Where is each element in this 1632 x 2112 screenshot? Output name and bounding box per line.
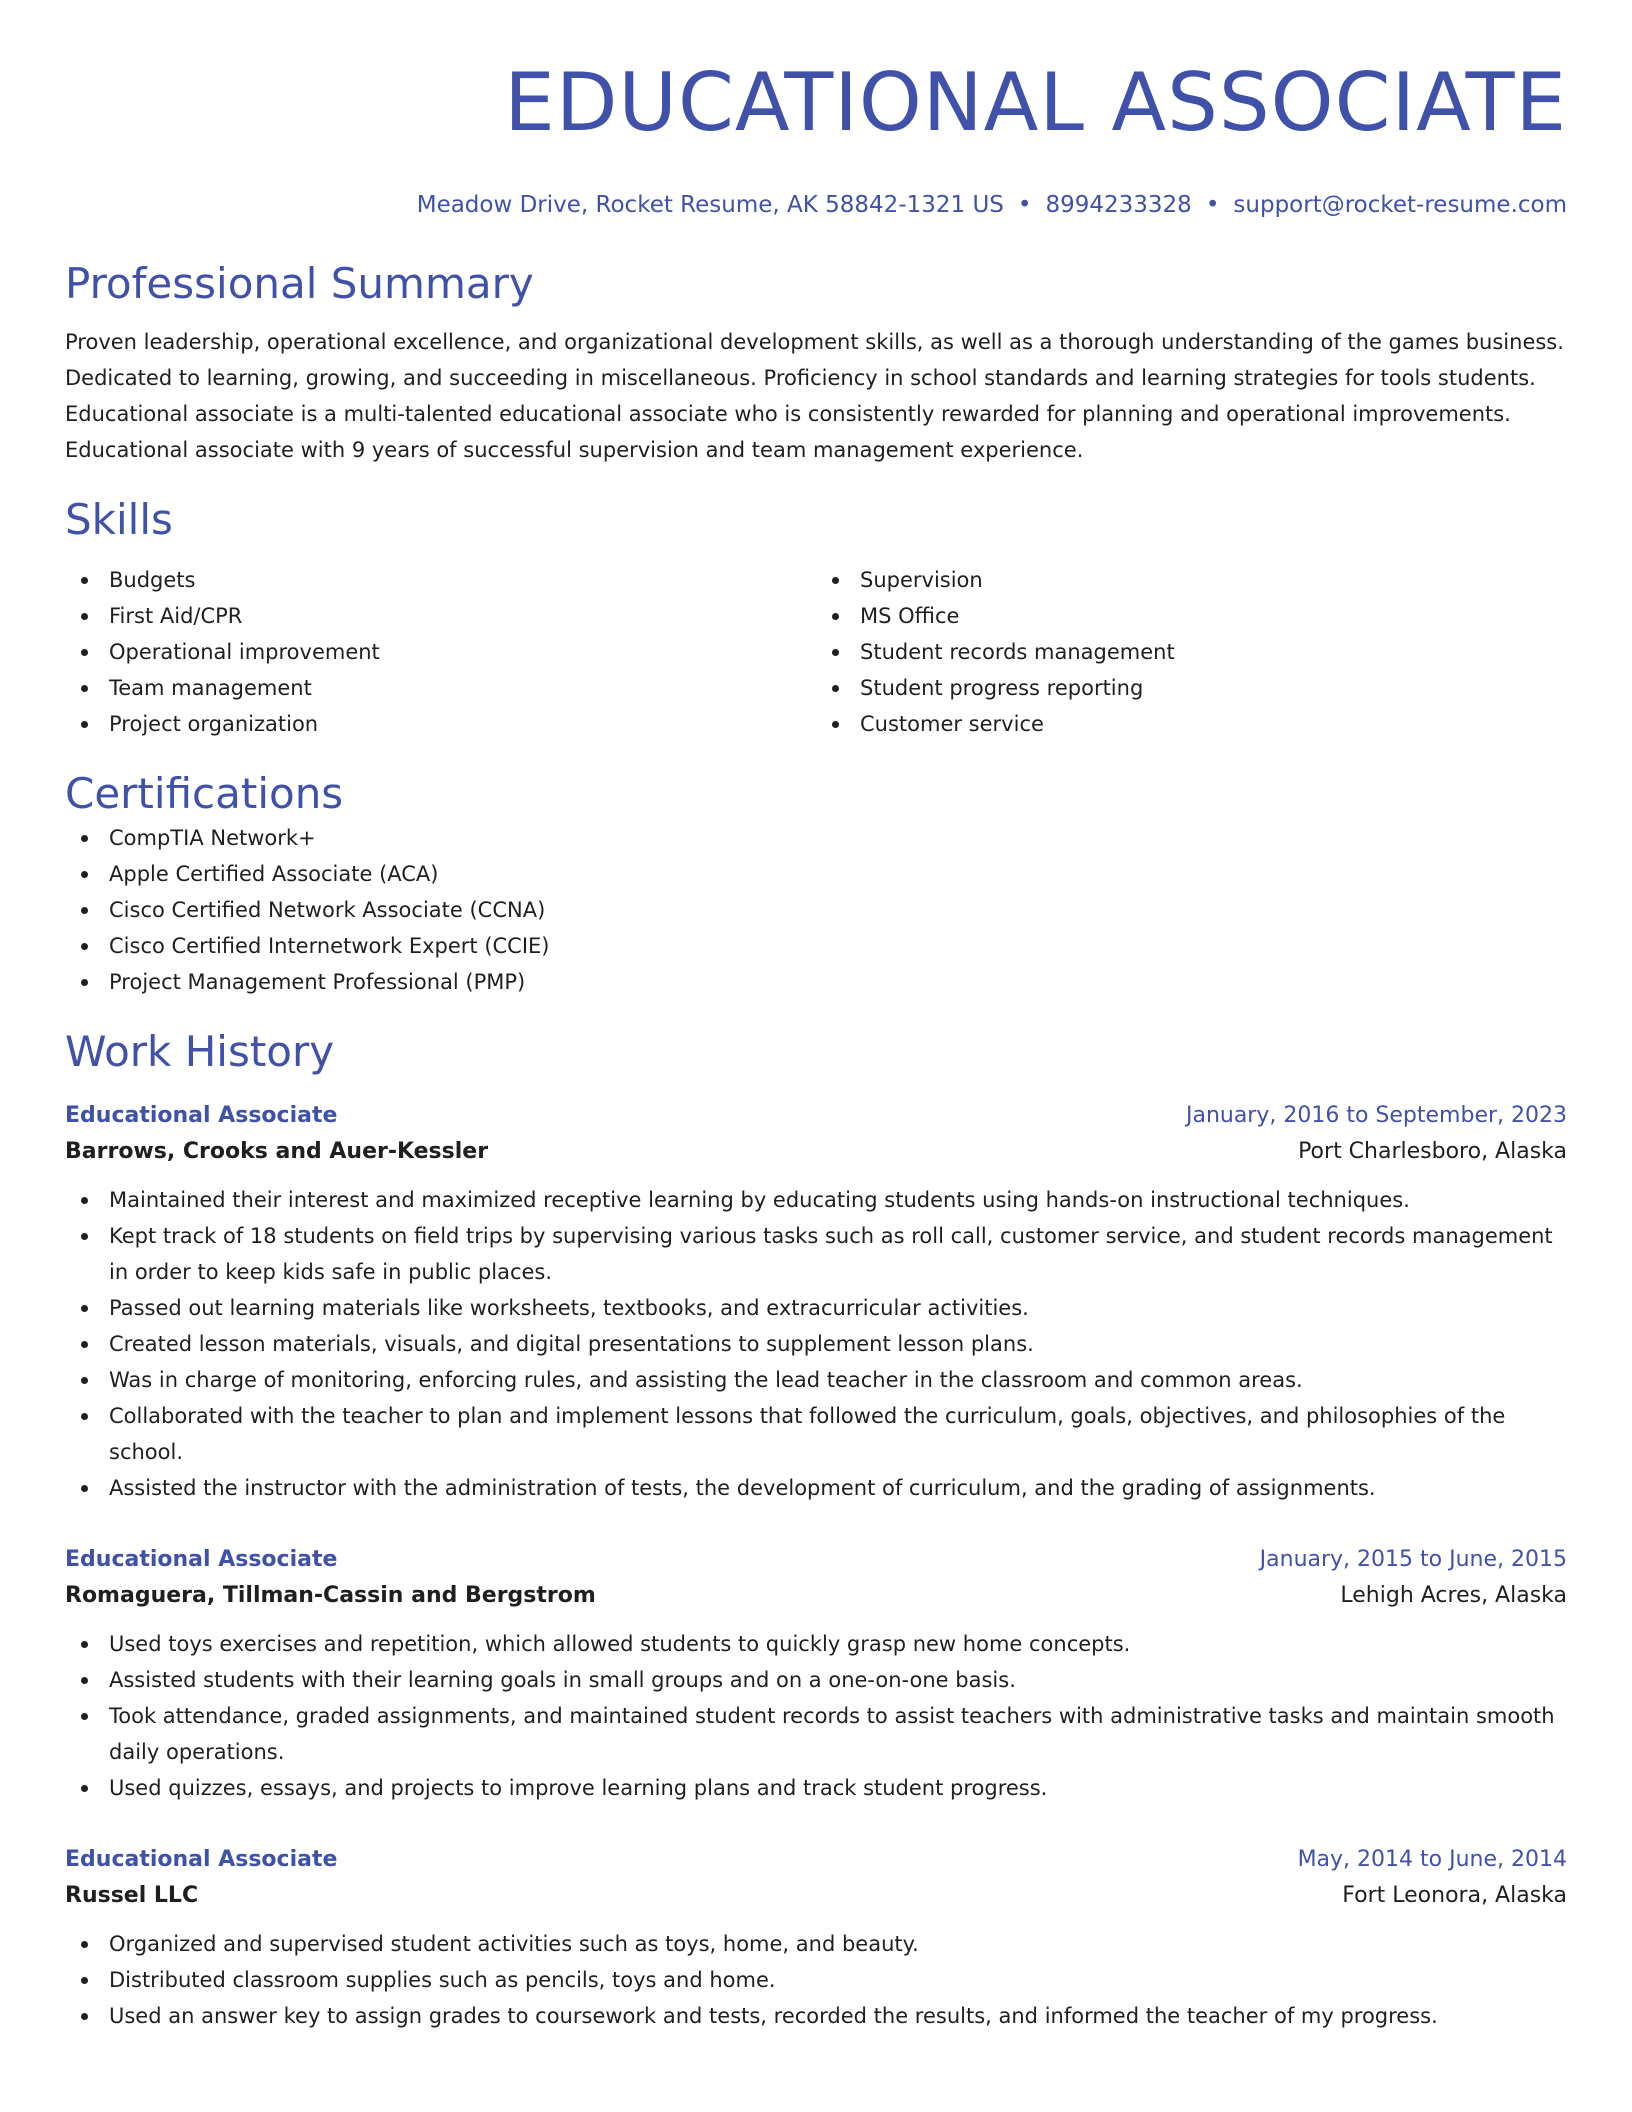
contact-separator: • xyxy=(1205,192,1220,218)
summary-text: Proven leadership, operational excellence, and organizational development skills, as well as a thorough understanding of the games business. Dedicated to learning, growing, and succeeding in miscellaneous. Proficiency in school standards and learning strategies for tools students. Educational associate is a multi-talented educational associate who is consistently rewarded for planning and operational improvements. Educational associate with 9 years of successful supervision and team management experience. xyxy=(65,330,1564,462)
skill-item: Customer service xyxy=(816,706,1567,742)
job-entry xyxy=(65,1844,1567,2034)
job-duty: Assisted students with their learning goals in small groups and on a one-on-one basis. xyxy=(65,1662,1567,1698)
job-company-row xyxy=(65,1132,1567,1172)
job-header-row xyxy=(65,1544,1567,1576)
job-duty: Collaborated with the teacher to plan and implement lessons that followed the curriculum, goals, objectives, and philosophies of the school. xyxy=(65,1398,1567,1470)
contact-line xyxy=(65,190,1567,220)
job-duty: Used toys exercises and repetition, which allowed students to quickly grasp new home concepts. xyxy=(65,1626,1567,1662)
job-location: Lehigh Acres, Alaska xyxy=(1340,1583,1567,1608)
job-title: Educational Associate xyxy=(65,1103,338,1128)
certifications-list xyxy=(65,820,1567,1000)
job-duty: Kept track of 18 students on field trips by supervising various tasks such as roll call, customer service, and student records management in order to keep kids safe in public places. xyxy=(65,1218,1567,1290)
job-duty: Assisted the instructor with the administration of tests, the development of curriculum, and the grading of assignments. xyxy=(65,1470,1567,1506)
job-company: Romaguera, Tillman-Cassin and Bergstrom xyxy=(65,1583,596,1608)
contact-address: Meadow Drive, Rocket Resume, AK 58842-1321 US xyxy=(416,192,1004,218)
job-duty: Maintained their interest and maximized receptive learning by educating students using hands-on instructional techniques. xyxy=(65,1182,1567,1218)
job-company-row xyxy=(65,1876,1567,1916)
skills-list-left xyxy=(65,562,816,742)
job-duty: Passed out learning materials like worksheets, textbooks, and extracurricular activities. xyxy=(65,1290,1567,1326)
job-duty: Organized and supervised student activities such as toys, home, and beauty. xyxy=(65,1926,1567,1962)
skill-item: Operational improvement xyxy=(65,634,816,670)
job-duties-list xyxy=(65,1926,1567,2034)
job-duty: Was in charge of monitoring, enforcing rules, and assisting the lead teacher in the classroom and common areas. xyxy=(65,1362,1567,1398)
job-duties-list xyxy=(65,1626,1567,1806)
job-entry xyxy=(65,1100,1567,1506)
work-history-heading: Work History xyxy=(65,1027,335,1076)
job-title: Educational Associate xyxy=(65,1547,338,1572)
contact-separator: • xyxy=(1017,192,1032,218)
job-title: Educational Associate xyxy=(65,1847,338,1872)
job-company-row xyxy=(65,1576,1567,1616)
job-entry xyxy=(65,1544,1567,1806)
job-duty: Used quizzes, essays, and projects to improve learning plans and track student progress. xyxy=(65,1770,1567,1806)
job-duty: Created lesson materials, visuals, and digital presentations to supplement lesson plans. xyxy=(65,1326,1567,1362)
certifications-heading: Certifications xyxy=(65,769,344,818)
certification-item: CompTIA Network+ xyxy=(65,820,1567,856)
job-duty: Distributed classroom supplies such as pencils, toys and home. xyxy=(65,1962,1567,1998)
contact-email: support@rocket-resume.com xyxy=(1233,192,1567,218)
job-location: Fort Leonora, Alaska xyxy=(1342,1883,1567,1908)
skill-item: Supervision xyxy=(816,562,1567,598)
job-duties-list xyxy=(65,1182,1567,1506)
certification-item: Cisco Certified Network Associate (CCNA) xyxy=(65,892,1567,928)
skill-item: MS Office xyxy=(816,598,1567,634)
skill-item: Student records management xyxy=(816,634,1567,670)
job-dates: May, 2014 to June, 2014 xyxy=(1297,1847,1567,1872)
skills-list-right xyxy=(816,562,1567,742)
job-dates: January, 2015 to June, 2015 xyxy=(1259,1547,1567,1572)
skill-item: Budgets xyxy=(65,562,816,598)
job-company: Russel LLC xyxy=(65,1883,199,1908)
certification-item: Project Management Professional (PMP) xyxy=(65,964,1567,1000)
skills-columns xyxy=(65,562,1567,742)
skill-item: Project organization xyxy=(65,706,816,742)
job-duty: Used an answer key to assign grades to coursework and tests, recorded the results, and informed the teacher of my progress. xyxy=(65,1998,1567,2034)
job-header-row xyxy=(65,1100,1567,1132)
skills-heading: Skills xyxy=(65,495,173,544)
job-dates: January, 2016 to September, 2023 xyxy=(1185,1103,1567,1128)
contact-phone: 8994233328 xyxy=(1045,192,1192,218)
skill-item: Team management xyxy=(65,670,816,706)
job-duty: Took attendance, graded assignments, and maintained student records to assist teachers with administrative tasks and maintain smooth daily operations. xyxy=(65,1698,1567,1770)
certification-item: Cisco Certified Internetwork Expert (CCIE) xyxy=(65,928,1567,964)
skill-item: Student progress reporting xyxy=(816,670,1567,706)
page-title: EDUCATIONAL ASSOCIATE xyxy=(504,56,1567,149)
job-location: Port Charlesboro, Alaska xyxy=(1298,1139,1567,1164)
job-header-row xyxy=(65,1844,1567,1876)
job-company: Barrows, Crooks and Auer-Kessler xyxy=(65,1139,489,1164)
skill-item: First Aid/CPR xyxy=(65,598,816,634)
summary-heading: Professional Summary xyxy=(65,259,534,308)
certification-item: Apple Certified Associate (ACA) xyxy=(65,856,1567,892)
